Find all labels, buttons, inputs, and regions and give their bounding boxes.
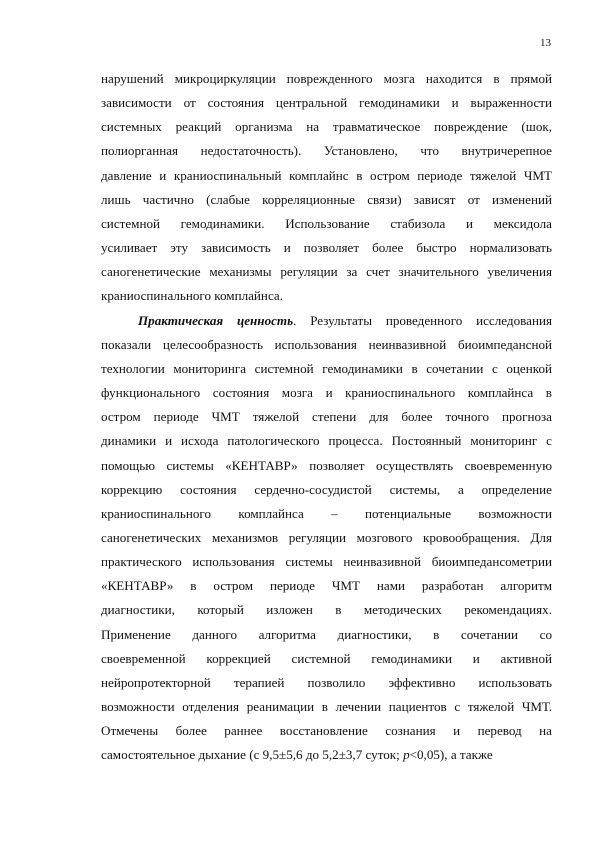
- text-line: нейропротекторной терапией позволило эффективно использовать: [101, 674, 552, 690]
- text-line: показали целесообразность использования неинвазивной биоимпедансной: [101, 336, 552, 352]
- text-segment: <0,05), а также: [409, 747, 493, 763]
- page-number: 13: [540, 37, 551, 49]
- text-line: Отмечены более раннее восстановление сознания и перевод на: [101, 723, 552, 739]
- p-value-symbol: p: [403, 747, 410, 763]
- body-text: [101, 67, 552, 768]
- text-line: диагностики, который изложен в методических рекомендациях.: [101, 602, 552, 618]
- text-line: системных реакций организма на травматическое повреждение (шок,: [101, 119, 552, 135]
- text-line: саногенетические механизмы регуляции за счет значительного увеличения: [101, 264, 552, 280]
- text-line: помощью системы «КЕНТАВР» позволяет осуществлять своевременную: [101, 457, 552, 473]
- text-line: саногенетических механизмов регуляции мозгового кровообращения. Для: [101, 529, 552, 545]
- paragraph-first-line-text: . Результаты проведенного исследования: [293, 312, 552, 328]
- text-line: динамики и исхода патологического процесса. Постоянный мониторинг с: [101, 433, 552, 449]
- paragraph-first-line: [101, 309, 552, 333]
- text-line: полиорганная недостаточность). Установлено, что внутричерепное: [101, 143, 552, 159]
- text-line: технологии мониторинга системной гемодинамики в сочетании с оценкой: [101, 360, 552, 376]
- text-line: функционального состояния мозга и краниоспинального комплайнса в: [101, 385, 552, 401]
- text-line: усиливает эту зависимость и позволяет более быстро нормализовать: [101, 240, 552, 256]
- text-line: зависимости от состояния центральной гемодинамики и выраженности: [101, 95, 552, 111]
- text-line-last: [101, 743, 552, 767]
- section-heading: Практическая ценность: [138, 312, 294, 328]
- text-line: практического использования системы неинвазивной биоимпедансометрии: [101, 554, 552, 570]
- text-line: системной гемодинамики. Использование стабизола и мексидола: [101, 215, 552, 231]
- text-line: своевременной коррекцией системной гемодинамики и активной: [101, 650, 552, 666]
- text-line: давление и краниоспинальный комплайнс в остром периоде тяжелой ЧМТ: [101, 167, 552, 183]
- text-line: «КЕНТАВР» в остром периоде ЧМТ нами разработан алгоритм: [101, 578, 552, 594]
- text-line: лишь частично (слабые корреляционные связи) зависят от изменений: [101, 191, 552, 207]
- text-line: нарушений микроциркуляции поврежденного мозга находится в прямой: [101, 71, 552, 86]
- text-segment: самостоятельное дыхание (с 9,5±5,6 до 5,2±3,7 суток;: [101, 747, 404, 763]
- text-line: краниоспинального комплайнса.: [101, 288, 283, 304]
- text-line: Применение данного алгоритма диагностики, в сочетании со: [101, 626, 552, 642]
- text-line: остром периоде ЧМТ тяжелой степени для более точного прогноза: [101, 409, 552, 425]
- text-line: краниоспинального комплайнса – потенциальные возможности: [101, 505, 552, 521]
- text-line: возможности отделения реанимации в лечении пациентов с тяжелой ЧМТ.: [101, 699, 552, 715]
- text-line: коррекцию состояния сердечно-сосудистой системы, а определение: [101, 481, 552, 497]
